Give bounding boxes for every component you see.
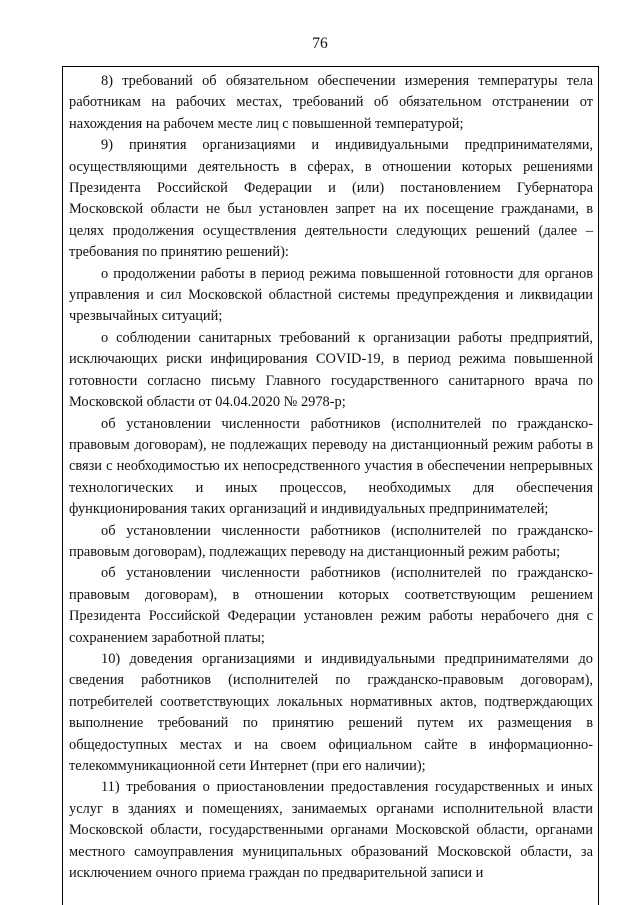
- page-number: 76: [312, 35, 328, 52]
- paragraph-item-8: 8) требований об обязательном обеспечении измерения температуры тела работникам на рабочих местах, требований об обязательном отстранении от нахождения на рабочем месте лиц с повышенной температурой;: [69, 73, 593, 132]
- paragraph-decision-nonworking-staff: об установлении численности работников (исполнителей по гражданско-правовым договорам), в отношении которых соответствующим решением Президента Российской Федерации установлен режим работы нерабочего дня с сохранением заработной платы;: [69, 565, 593, 646]
- paragraph-item-10: 10) доведения организациями и индивидуальными предпринимателями до сведения работников (исполнителей по гражданско-правовым договорам), потребителей соответствующих локальных нормативных актов, подтверждающих выполнение требований по принятию решений путем их размещения в общедоступных местах и на своем официальном сайте в информационно-телекоммуникационной сети Интернет (при его наличии);: [69, 650, 593, 774]
- paragraph-item-9: 9) принятия организациями и индивидуальными предпринимателями, осуществляющими деятельность в сферах, в отношении которых решениями Президента Российской Федерации и (или) постановлением Губернатора Московской области не был установлен запрет на их посещение гражданами, в целях продолжения осуществления деятельности следующих решений (далее – требования по принятию решений):: [69, 137, 593, 261]
- document-text-frame: [62, 66, 599, 905]
- paragraph-decision-remote-staff: об установлении численности работников (исполнителей по гражданско-правовым договорам), подлежащих переводу на дистанционный режим работы;: [69, 522, 593, 560]
- paragraph-item-11: 11) требования о приостановлении предоставления государственных и иных услуг в зданиях и помещениях, занимаемых органами исполнительной власти Московской области, государственными органами Московской области, органами местного самоуправления муниципальных образований Московской области, за исключением очного приема граждан по предварительной записи и: [69, 779, 593, 882]
- paragraph-decision-sanitary: о соблюдении санитарных требований к организации работы предприятий, исключающих риски инфицирования COVID-19, в период режима повышенной готовности согласно письму Главного государственного санитарного врача по Московской области от 04.04.2020 № 2978-р;: [69, 329, 593, 411]
- paragraph-decision-onsite-staff: об установлении численности работников (исполнителей по гражданско-правовым договорам), не подлежащих переводу на дистанционный режим работы в связи с необходимостью их непосредственного участия в обеспечении непрерывных технологических и иных процессов, необходимых для обеспечения функционирования таких организаций и индивидуальных предпринимателей;: [69, 415, 593, 518]
- paragraph-decision-work-continuation: о продолжении работы в период режима повышенной готовности для органов управления и сил Московской областной системы предупреждения и ликвидации чрезвычайных ситуаций;: [69, 265, 593, 325]
